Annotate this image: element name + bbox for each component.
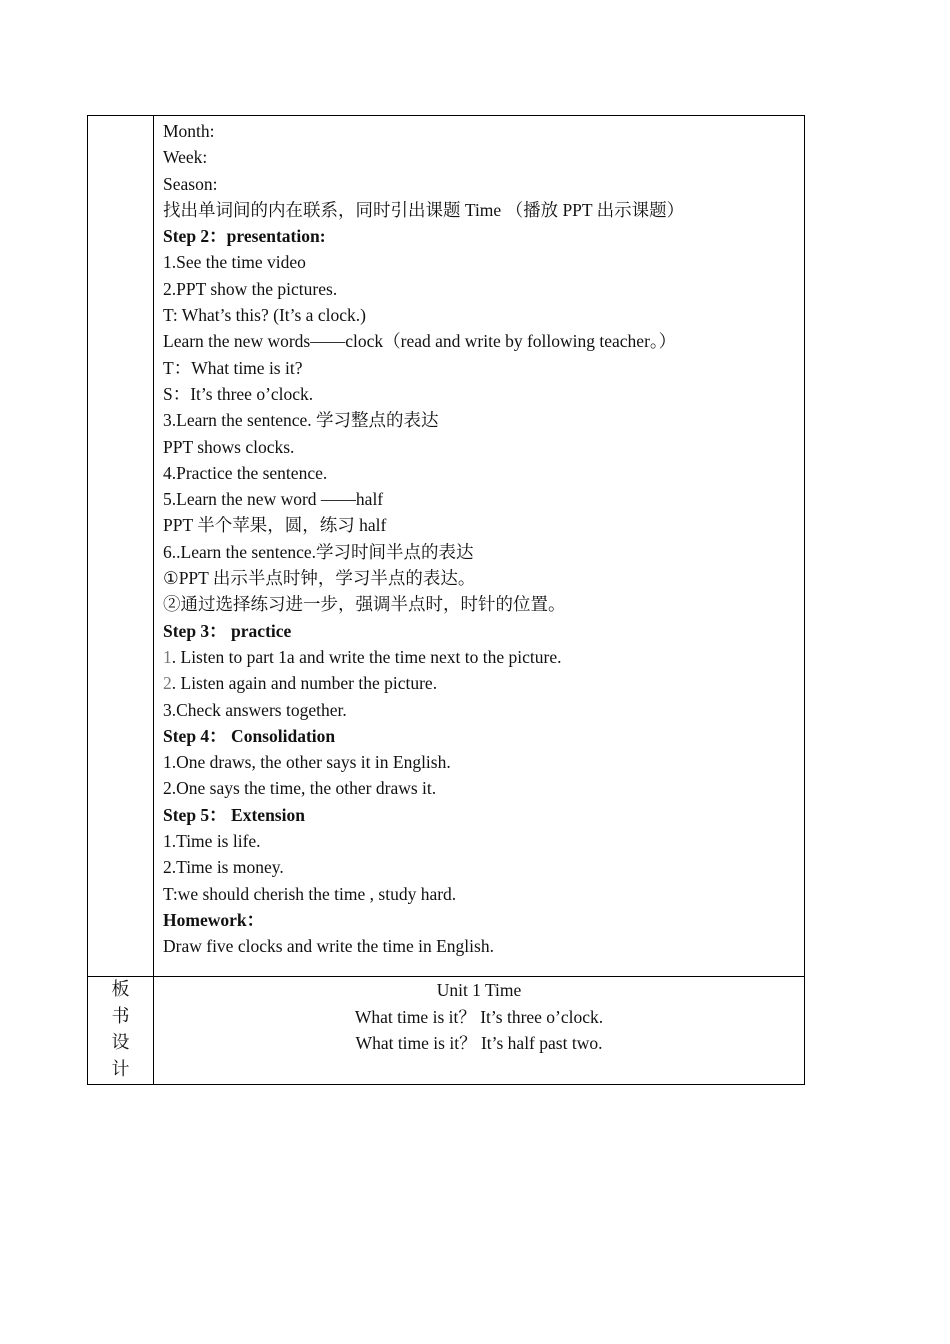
lesson-line: S：It’s three o’clock. [163, 383, 314, 404]
board-label-char: 书 [111, 1005, 130, 1027]
lesson-line: T: What’s this? (It’s a clock.) [163, 305, 366, 326]
lesson-line: Month: [163, 121, 215, 141]
board-design-content-cell [154, 977, 805, 1085]
lesson-line [163, 644, 796, 670]
lesson-line: ①PPT 出示半点时钟，学习半点的表达。 [163, 568, 476, 589]
lesson-line: 6..Learn the sentence.学习时间半点的表达 [163, 541, 474, 562]
procedure-content-cell [154, 116, 805, 977]
step-heading: Step 5： Extension [163, 804, 305, 825]
lesson-plan-table [87, 115, 805, 1085]
board-design-content [154, 977, 804, 1084]
lesson-line: T:we should cherish the time , study hard. [163, 883, 457, 904]
lesson-line: ②通过选择练习进一步，强调半点时，时针的位置。 [163, 594, 566, 615]
board-line: What time is it？ It’s three o’clock. [354, 1006, 604, 1027]
board-title: Unit 1 Time [436, 980, 522, 1000]
board-design-row [88, 977, 805, 1085]
line-text: . Listen to part 1a and write the time next to the picture. [171, 646, 562, 667]
lesson-line: Season: [163, 173, 218, 194]
board-design-label [88, 977, 153, 1083]
lesson-line: 3.Learn the sentence. 学习整点的表达 [163, 410, 439, 431]
lesson-line: 2.One says the time, the other draws it. [163, 778, 437, 799]
board-design-label-cell [88, 977, 154, 1085]
lesson-line: Week: [163, 147, 208, 168]
lesson-line: 4.Practice the sentence. [163, 462, 328, 483]
board-label-char: 板 [111, 979, 130, 1000]
procedure-row [88, 116, 805, 977]
lesson-line: T：What time is it? [163, 357, 303, 378]
step-heading: Step 4： Consolidation [163, 725, 336, 746]
lesson-line: 2.PPT show the pictures. [163, 278, 338, 299]
board-label-char: 计 [111, 1058, 130, 1080]
lesson-line: 3.Check answers together. [163, 699, 347, 720]
step-heading: Step 2：presentation: [163, 226, 326, 247]
lesson-line: Draw five clocks and write the time in English. [163, 936, 494, 957]
procedure-label-cell [88, 116, 154, 977]
lesson-line: PPT 半个苹果，圆，练习 half [163, 515, 387, 536]
step-heading: Step 3： practice [163, 620, 292, 641]
lesson-line [163, 670, 796, 696]
lesson-line: 2.Time is money. [163, 857, 284, 878]
lesson-line: Learn the new words——clock（read and write by following teacher。） [163, 331, 677, 352]
line-number: 1 [163, 646, 172, 667]
procedure-content [154, 116, 804, 976]
board-label-char: 设 [111, 1032, 130, 1053]
lesson-line: 1.One draws, the other says it in English. [163, 752, 451, 773]
line-number: 2 [163, 673, 172, 694]
lesson-line: 5.Learn the new word ——half [163, 489, 384, 510]
lesson-line: 找出单词间的内在联系，同时引出课题 Time （播放 PPT 出示课题） [163, 199, 685, 220]
lesson-line: 1.Time is life. [163, 831, 261, 852]
step-heading: Homework： [163, 909, 265, 930]
lesson-line: PPT shows clocks. [163, 436, 295, 457]
line-text: . Listen again and number the picture. [171, 673, 438, 694]
lesson-line: 1.See the time video [163, 252, 306, 273]
board-line: What time is it？ It’s half past two. [355, 1033, 603, 1053]
